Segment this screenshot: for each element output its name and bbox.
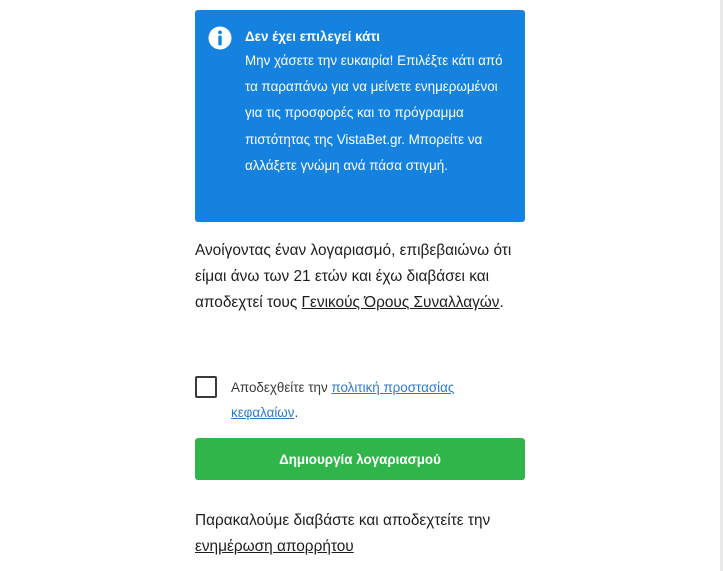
- create-account-button[interactable]: Δημιουργία λογαριασμού: [195, 438, 525, 480]
- info-notice-box: [195, 10, 525, 222]
- account-consent-text: [195, 238, 530, 316]
- terms-link[interactable]: Γενικούς Όρους Συναλλαγών: [301, 294, 500, 311]
- capital-protection-row: [195, 375, 525, 425]
- capital-protection-label-prefix: Αποδεχθείτε την: [231, 380, 332, 395]
- privacy-notice-prefix: Παρακαλούμε διαβάστε και αποδεχτείτε την: [195, 512, 491, 529]
- capital-protection-label: [231, 375, 521, 425]
- account-consent-suffix: .: [499, 294, 504, 311]
- privacy-notice-link[interactable]: ενημέρωση απορρήτου: [195, 538, 354, 555]
- info-icon: [208, 26, 232, 50]
- capital-protection-checkbox[interactable]: [195, 376, 217, 398]
- account-consent-prefix: Ανοίγοντας έναν λογαριασμό, επιβεβαιώνω ότι είμαι άνω των 21 ετών και έχω διαβάσει και αποδεχτεί τους: [195, 242, 512, 311]
- capital-protection-label-suffix: .: [294, 405, 299, 420]
- info-notice-title: Δεν έχει επιλεγεί κάτι: [245, 29, 381, 44]
- info-notice-body: Μην χάσετε την ευκαιρία! Επιλέξτε κάτι από τα παραπάνω για να μείνετε ενημερωμένοι για τις προσφορές και το πρόγραμμα πιστότητας της VistaBet.gr. Μπορείτε να αλλάξετε γνώμη ανά πάσα στιγμή.: [245, 53, 503, 173]
- info-notice-text: [245, 27, 510, 179]
- privacy-notice-text: [195, 508, 535, 560]
- capital-protection-policy-link[interactable]: πολιτική προστασίας κεφαλαίων: [231, 380, 455, 420]
